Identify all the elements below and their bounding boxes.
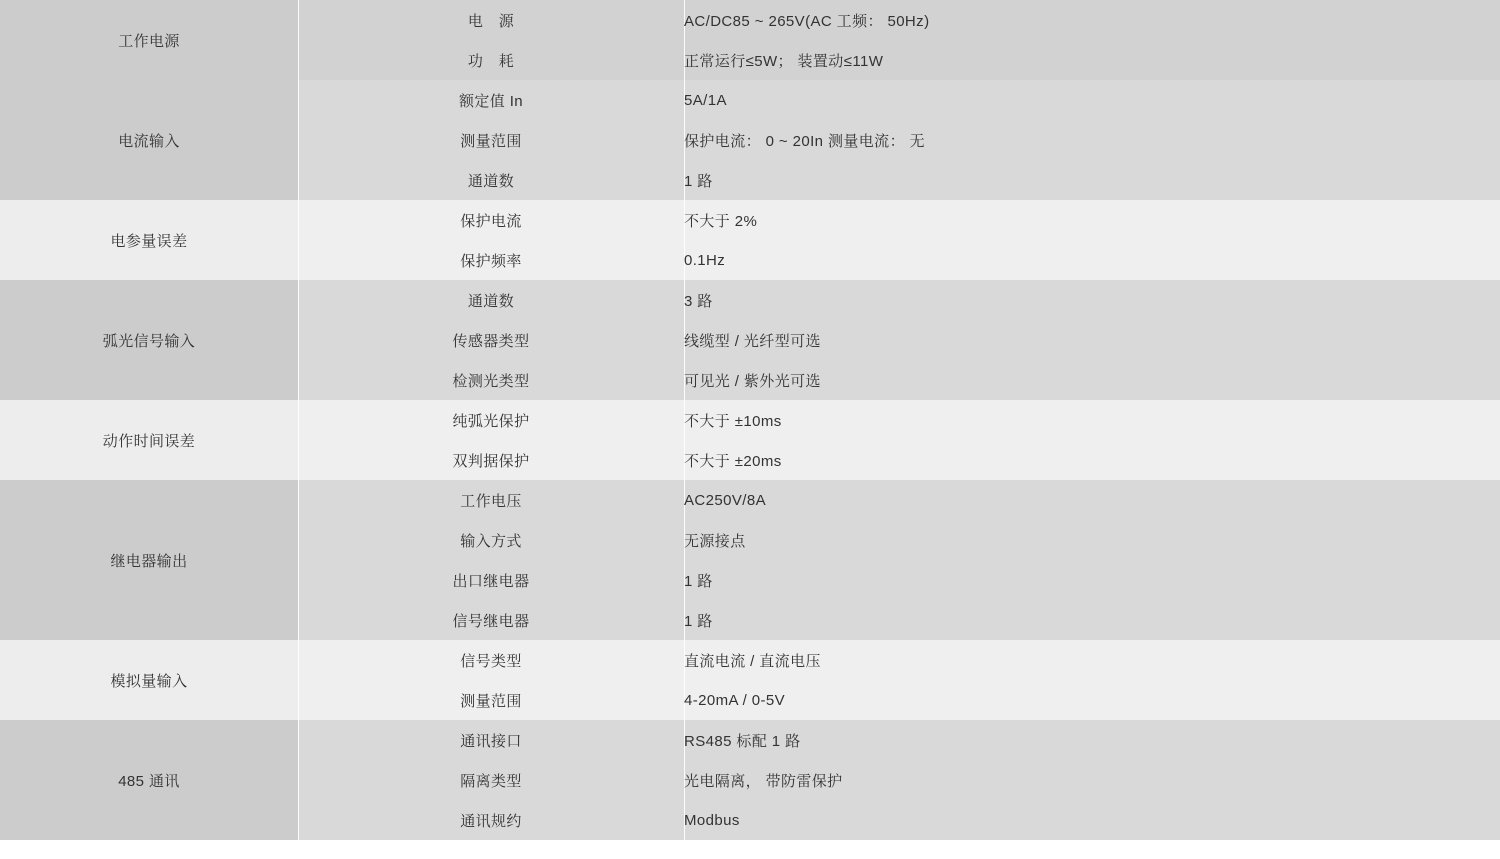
table-row [0,720,1500,760]
parameter-cell: 电 源 [298,0,684,40]
table-row [0,280,1500,320]
value-cell: 3 路 [684,280,1500,320]
table-row [0,0,1500,40]
table-row [0,80,1500,120]
parameter-cell: 功 耗 [298,40,684,80]
table-row [0,480,1500,520]
value-cell: 1 路 [684,160,1500,200]
parameter-cell: 双判据保护 [298,440,684,480]
parameter-cell: 隔离类型 [298,760,684,800]
group-label-cell: 动作时间误差 [0,400,298,480]
value-cell: 正常运行≤5W； 装置动≤11W [684,40,1500,80]
group-label-cell: 模拟量输入 [0,640,298,720]
value-cell: AC250V/8A [684,480,1500,520]
value-cell: 不大于 ±20ms [684,440,1500,480]
parameter-cell: 出口继电器 [298,560,684,600]
table-row [0,400,1500,440]
group-label-cell: 电参量误差 [0,200,298,280]
value-cell: 4-20mA / 0-5V [684,680,1500,720]
parameter-cell: 测量范围 [298,680,684,720]
parameter-cell: 测量范围 [298,120,684,160]
parameter-cell: 工作电压 [298,480,684,520]
parameter-cell: 保护频率 [298,240,684,280]
value-cell: 无源接点 [684,520,1500,560]
group-label-cell: 485 通讯 [0,720,298,840]
parameter-cell: 通道数 [298,160,684,200]
value-cell: 保护电流： 0 ~ 20In 测量电流： 无 [684,120,1500,160]
parameter-cell: 信号类型 [298,640,684,680]
value-cell: 直流电流 / 直流电压 [684,640,1500,680]
parameter-cell: 信号继电器 [298,600,684,640]
value-cell: 线缆型 / 光纤型可选 [684,320,1500,360]
parameter-cell: 输入方式 [298,520,684,560]
value-cell: 不大于 2% [684,200,1500,240]
value-cell: 1 路 [684,600,1500,640]
value-cell: Modbus [684,800,1500,840]
parameter-cell: 传感器类型 [298,320,684,360]
parameter-cell: 检测光类型 [298,360,684,400]
parameter-cell: 额定值 In [298,80,684,120]
value-cell: 5A/1A [684,80,1500,120]
value-cell: 不大于 ±10ms [684,400,1500,440]
value-cell: 0.1Hz [684,240,1500,280]
parameter-cell: 保护电流 [298,200,684,240]
value-cell: RS485 标配 1 路 [684,720,1500,760]
parameter-cell: 通讯规约 [298,800,684,840]
parameter-cell: 通讯接口 [298,720,684,760]
group-label-cell: 继电器输出 [0,480,298,640]
value-cell: 光电隔离， 带防雷保护 [684,760,1500,800]
value-cell: AC/DC85 ~ 265V(AC 工频： 50Hz) [684,0,1500,40]
group-label-cell: 工作电源 [0,0,298,80]
parameter-cell: 通道数 [298,280,684,320]
parameter-cell: 纯弧光保护 [298,400,684,440]
value-cell: 可见光 / 紫外光可选 [684,360,1500,400]
value-cell: 1 路 [684,560,1500,600]
group-label-cell: 弧光信号输入 [0,280,298,400]
group-label-cell: 电流输入 [0,80,298,200]
table-row [0,200,1500,240]
table-row [0,640,1500,680]
